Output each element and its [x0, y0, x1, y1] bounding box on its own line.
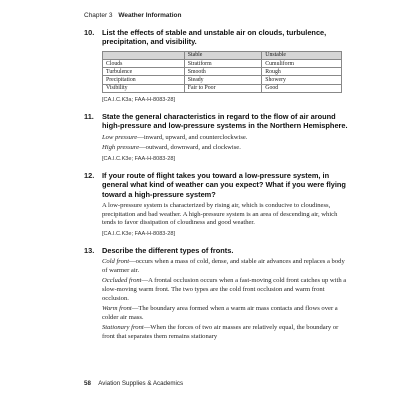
chapter-label: Chapter 3 — [84, 12, 113, 19]
answer-paragraph: A low-pressure system is characterized by rising air, which is conducive to cloudiness, precipitation and bad weather. A high-pressure system is an area of descending air, which tends to favor dissipation of cloudiness and good weather. — [102, 201, 338, 227]
page-content — [84, 28, 350, 342]
section-title: Weather Information — [118, 12, 182, 19]
answer-text: —When the forces of two air masses are relatively equal, the boundary or front that separates them remains stationary — [102, 324, 339, 340]
table-cell: Fair to Poor — [184, 84, 262, 92]
answer-term: Occluded front — [102, 277, 142, 285]
answer-paragraph — [102, 258, 350, 275]
page-footer — [84, 380, 183, 387]
question-11 — [84, 112, 350, 162]
reference-citation: [CA.I.C.K3a; FAA-H-8083-28] — [102, 96, 176, 103]
answer-text: —occurs when a mass of cold, dense, and stable air advances and replaces a body of warmer air. — [102, 258, 345, 274]
table-cell: Showery — [262, 76, 342, 84]
answer-term: Stationary front — [102, 324, 144, 332]
answer-paragraph — [102, 277, 350, 303]
answer-term: High pressure — [102, 144, 140, 152]
table-header-cell: Stable — [184, 51, 262, 59]
answer-paragraph — [102, 324, 350, 341]
reference-citation: [CA.I.C.K3e; FAA-H-8083-28] — [102, 230, 176, 237]
table-header-cell: Unstable — [262, 51, 342, 59]
stability-table — [102, 51, 342, 93]
question-text: State the general characteristics in regard to the flow of air around high-pressure and low-pressure systems in the Northern Hemisphere. — [102, 111, 348, 131]
table-row — [103, 76, 342, 84]
answer-text: —outward, downward, and clockwise. — [139, 144, 241, 152]
table-cell: Cumuliform — [262, 60, 342, 68]
table-cell: Clouds — [103, 60, 185, 68]
table-cell: Rough — [262, 68, 342, 76]
question-10 — [84, 28, 350, 103]
table-row — [103, 68, 342, 76]
question-number: 12. — [84, 170, 95, 180]
answer-paragraph — [102, 305, 350, 322]
answer-term: Cold front — [102, 258, 130, 266]
answer-text: —A frontal occlusion occurs when a fast-moving cold front catches up with a slow-moving warm front. The two types are the cold front occlusion and warm front occlusion. — [102, 277, 347, 302]
answer-paragraph — [102, 134, 350, 143]
answer-paragraph — [102, 144, 350, 153]
question-text: List the effects of stable and unstable air on clouds, turbulence, precipitation, and visibility. — [102, 28, 327, 47]
table-cell: Steady — [184, 76, 262, 84]
question-text: Describe the different types of fronts. — [102, 245, 234, 255]
running-head — [84, 12, 181, 19]
answer-term: Low pressure — [102, 133, 138, 141]
table-cell: Stratiform — [184, 60, 262, 68]
question-text: If your route of flight takes you toward a low-pressure system, in general what kind of weather can you expect? What if you were flying toward a high-pressure system? — [102, 170, 346, 199]
page-number: 58 — [84, 380, 91, 387]
question-number: 11. — [84, 111, 94, 121]
question-number: 13. — [84, 245, 95, 255]
answer-text: —inward, upward, and counterclockwise. — [137, 133, 248, 141]
question-13 — [84, 246, 350, 342]
question-12 — [84, 171, 350, 237]
table-cell: Turbulence — [103, 68, 185, 76]
table-row — [103, 60, 342, 68]
table-cell: Visibility — [103, 84, 185, 92]
table-cell: Smooth — [184, 68, 262, 76]
table-header-row — [103, 51, 342, 59]
table-cell: Precipitation — [103, 76, 185, 84]
table-cell: Good — [262, 84, 342, 92]
answer-term: Warm front — [102, 305, 132, 313]
question-number: 10. — [84, 28, 95, 37]
reference-citation: [CA.I.C.K3e; FAA-H-8083-28] — [102, 155, 176, 162]
publisher-name: Aviation Supplies & Academics — [98, 380, 184, 387]
table-header-cell — [103, 51, 185, 59]
table-row — [103, 84, 342, 92]
answer-text: —The boundary area formed when a warm air mass contacts and flows over a colder air mass. — [102, 305, 338, 321]
